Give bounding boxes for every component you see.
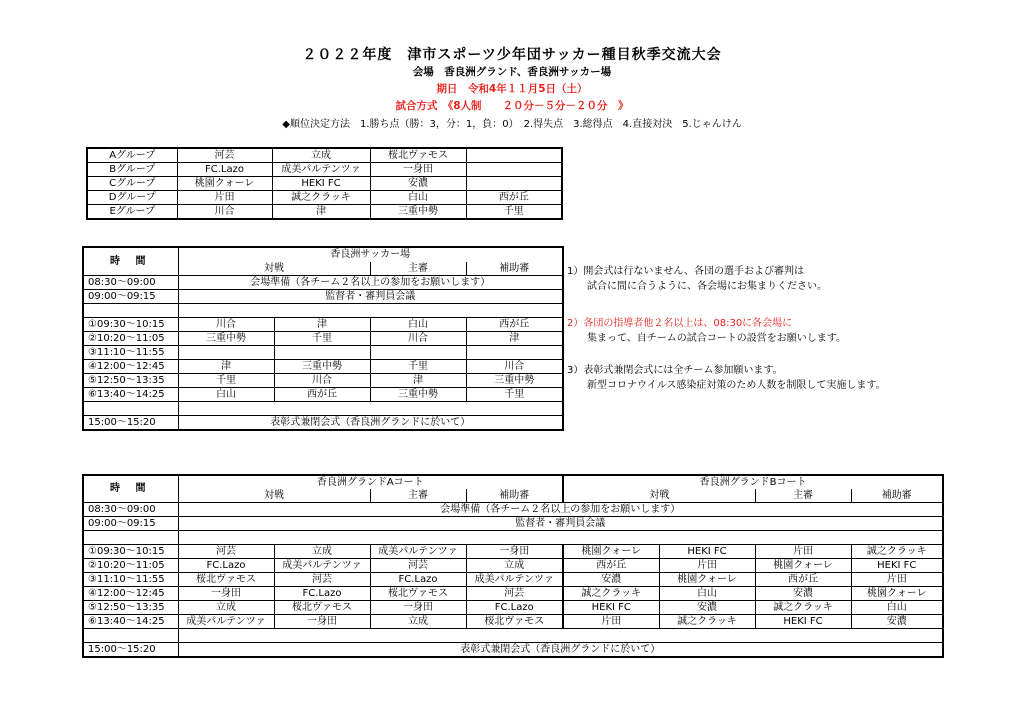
schedule-cell: 津 xyxy=(178,360,274,374)
note-2 xyxy=(567,316,846,346)
schedule-cell: HEKI FC xyxy=(851,559,943,573)
schedule-cell: 西が丘 xyxy=(274,388,370,402)
schedule-cell: 川合 xyxy=(178,318,274,332)
time-slot: ②10:20～11:05 xyxy=(83,332,178,346)
schedule-cell: 立成 xyxy=(466,559,563,573)
schedule-span xyxy=(178,531,943,545)
schedule-span xyxy=(178,629,943,643)
group-label: Aグループ xyxy=(87,148,177,163)
group-team: 片田 xyxy=(177,191,272,205)
schedule-cell: 片田 xyxy=(563,615,659,629)
schedule-row xyxy=(83,615,943,629)
time-slot: ⑤12:50～13:35 xyxy=(83,601,178,615)
group-row xyxy=(87,148,562,163)
time-slot xyxy=(83,402,178,416)
time-slot: 09:00～09:15 xyxy=(83,517,178,531)
schedule-cell: 河芸 xyxy=(466,587,563,601)
time-slot: ④12:00～12:45 xyxy=(83,360,178,374)
group-team: 西が丘 xyxy=(466,191,562,205)
schedule-cell: 桃園クォーレ xyxy=(851,587,943,601)
schedule-cell: 片田 xyxy=(755,545,851,559)
schedule-cell: 一身田 xyxy=(178,587,274,601)
group-team: 白山 xyxy=(370,191,466,205)
time-slot: ④12:00～12:45 xyxy=(83,587,178,601)
court-a-referee-header: 主審 xyxy=(370,489,466,503)
time-slot: ③11:10～11:55 xyxy=(83,573,178,587)
schedule-cell: 片田 xyxy=(851,573,943,587)
group-team: HEKI FC xyxy=(272,177,370,191)
schedule-row xyxy=(83,643,943,658)
schedule-cell: 桜北ヴァモス xyxy=(466,615,563,629)
schedule-row xyxy=(83,360,563,374)
group-team: FC.Lazo xyxy=(177,163,272,177)
note-1-line-1: 1）開会式は行ないません、各団の選手および審判は xyxy=(567,266,804,277)
assistant-header: 補助審 xyxy=(466,262,563,276)
group-team xyxy=(466,148,562,163)
time-slot: ⑤12:50～13:35 xyxy=(83,374,178,388)
time-slot: 08:30～09:00 xyxy=(83,276,178,290)
schedule-cell: FC.Lazo xyxy=(178,559,274,573)
note-3-line-2: 新型コロナウイルス感染症対策のため人数を制限して実施します。 xyxy=(587,380,886,391)
time-slot: ①09:30～10:15 xyxy=(83,545,178,559)
note-1-line-2: 試合に間に合うように、各会場にお集まりください。 xyxy=(587,281,827,292)
schedule-row xyxy=(83,290,563,304)
schedule-cell: 白山 xyxy=(178,388,274,402)
group-team: 立成 xyxy=(272,148,370,163)
schedule-cell: 安濃 xyxy=(755,587,851,601)
time-header: 時 間 xyxy=(83,247,178,276)
time-slot xyxy=(83,531,178,545)
schedule-span: 表彰式兼閉会式（香良洲グランドに於いて） xyxy=(178,643,943,658)
schedule-row xyxy=(83,402,563,416)
schedule-span xyxy=(178,402,563,416)
schedule-cell: 川合 xyxy=(370,332,466,346)
group-team xyxy=(466,163,562,177)
schedule-cell: 西が丘 xyxy=(563,559,659,573)
ranking-method: ◆順位決定方法 1.勝ち点（勝：3，分：1，負：0） 2.得失点 3.総得点 4.直接対決 5.じゃんけん xyxy=(282,119,742,130)
schedule-cell: 川合 xyxy=(274,374,370,388)
court-a-match-header: 対戦 xyxy=(178,489,370,503)
time-slot: ②10:20～11:05 xyxy=(83,559,178,573)
schedule-cell: 千里 xyxy=(178,374,274,388)
schedule-cell: 一身田 xyxy=(370,601,466,615)
schedule-row xyxy=(83,416,563,431)
group-team: 川合 xyxy=(177,205,272,220)
group-team: 河芸 xyxy=(177,148,272,163)
schedule-cell: 安濃 xyxy=(659,601,755,615)
schedule-cell: 白山 xyxy=(370,318,466,332)
group-team: 三重中勢 xyxy=(370,205,466,220)
schedule-row xyxy=(83,304,563,318)
schedule-cell: 桃園クォーレ xyxy=(563,545,659,559)
group-team: 一身田 xyxy=(370,163,466,177)
group-team: 安濃 xyxy=(370,177,466,191)
schedule-row xyxy=(83,545,943,559)
schedule-cell: 誠之クラッキ xyxy=(659,615,755,629)
note-3 xyxy=(567,363,886,393)
schedule-cell: 河芸 xyxy=(370,559,466,573)
court-b-assistant-header: 補助審 xyxy=(851,489,943,503)
schedule-cell xyxy=(274,346,370,360)
schedule-cell: 誠之クラッキ xyxy=(563,587,659,601)
schedule-span xyxy=(178,304,563,318)
schedule-cell: 川合 xyxy=(466,360,563,374)
schedule-cell: HEKI FC xyxy=(563,601,659,615)
schedule-cell: 成美パルテンツァ xyxy=(274,559,370,573)
schedule-cell: HEKI FC xyxy=(659,545,755,559)
time-slot: ⑥13:40～14:25 xyxy=(83,388,178,402)
schedule-cell: FC.Lazo xyxy=(274,587,370,601)
schedule-cell: 一身田 xyxy=(466,545,563,559)
schedule-row xyxy=(83,346,563,360)
page-title: ２０２２年度 津市スポーツ少年団サッカー種目秋季交流大会 xyxy=(302,47,722,63)
schedule-cell xyxy=(178,346,274,360)
schedule-row xyxy=(83,318,563,332)
schedule-cell xyxy=(466,346,563,360)
note-3-line-1: 3）表彰式兼閉会式には全チーム参加願います。 xyxy=(567,365,783,376)
schedule-cell: 津 xyxy=(274,318,370,332)
schedule-cell: 三重中勢 xyxy=(178,332,274,346)
schedule-cell: 三重中勢 xyxy=(274,360,370,374)
schedule-cell: 桃園クォーレ xyxy=(755,559,851,573)
court-b-match-header: 対戦 xyxy=(563,489,755,503)
schedule-row xyxy=(83,517,943,531)
group-team: 誠之クラッキ xyxy=(272,191,370,205)
time-slot: ③11:10～11:55 xyxy=(83,346,178,360)
ground-courts-schedule xyxy=(82,474,944,658)
schedule-cell: 河芸 xyxy=(274,573,370,587)
schedule-cell: 立成 xyxy=(370,615,466,629)
group-label: Eグループ xyxy=(87,205,177,220)
schedule-cell: 誠之クラッキ xyxy=(851,545,943,559)
note-2-line-2: 集まって、自チームの試合コートの設営をお願いします。 xyxy=(587,333,846,344)
group-team: 桜北ヴァモス xyxy=(370,148,466,163)
schedule-row xyxy=(83,629,943,643)
time-slot: 15:00～15:20 xyxy=(83,643,178,658)
schedule-cell: 西が丘 xyxy=(755,573,851,587)
schedule-row xyxy=(83,587,943,601)
schedule-row xyxy=(83,601,943,615)
venue-line: 会場 香良洲グランド、香良洲サッカー場 xyxy=(412,66,612,78)
schedule-row xyxy=(83,374,563,388)
schedule-cell: 桃園クォーレ xyxy=(659,573,755,587)
schedule-cell: 三重中勢 xyxy=(466,374,563,388)
schedule-cell: 津 xyxy=(370,374,466,388)
soccer-field-schedule xyxy=(82,246,564,431)
groups-table xyxy=(86,147,563,220)
schedule-cell: 千里 xyxy=(274,332,370,346)
schedule-cell: 一身田 xyxy=(274,615,370,629)
note-2-line-1: 2）各団の指導者他２名以上は、08:30に各会場に xyxy=(567,318,793,329)
schedule-cell: 立成 xyxy=(274,545,370,559)
time-slot: 09:00～09:15 xyxy=(83,290,178,304)
schedule-row xyxy=(83,531,943,545)
format-line: 試合方式 《8人制 ２０分－５分－２０分 》 xyxy=(395,100,629,112)
schedule-cell: 成美パルテンツァ xyxy=(466,573,563,587)
schedule-cell: 安濃 xyxy=(851,615,943,629)
date-line: 期日 令和4年１１月5日（土） xyxy=(436,83,588,95)
schedule-cell: 津 xyxy=(466,332,563,346)
schedule-cell: 白山 xyxy=(851,601,943,615)
group-row xyxy=(87,177,562,191)
schedule-cell: 白山 xyxy=(659,587,755,601)
schedule-row xyxy=(83,388,563,402)
court-a-assistant-header: 補助審 xyxy=(466,489,563,503)
note-1 xyxy=(567,264,827,294)
time-slot: ⑥13:40～14:25 xyxy=(83,615,178,629)
group-team: 成美パルテンツァ xyxy=(272,163,370,177)
group-label: Cグループ xyxy=(87,177,177,191)
referee-header: 主審 xyxy=(370,262,466,276)
time-slot: 08:30～09:00 xyxy=(83,503,178,517)
schedule-cell: 桜北ヴァモス xyxy=(370,587,466,601)
court-b-header: 香良洲グランドBコート xyxy=(563,475,943,489)
schedule-row xyxy=(83,276,563,290)
group-team: 千里 xyxy=(466,205,562,220)
schedule-cell: 立成 xyxy=(178,601,274,615)
schedule-cell: 桜北ヴァモス xyxy=(178,573,274,587)
schedule-cell: 西が丘 xyxy=(466,318,563,332)
schedule-cell: 河芸 xyxy=(178,545,274,559)
venue-header: 香良洲サッカー場 xyxy=(178,247,563,262)
group-team xyxy=(466,177,562,191)
time-slot: ①09:30～10:15 xyxy=(83,318,178,332)
group-label: Dグループ xyxy=(87,191,177,205)
group-label: Bグループ xyxy=(87,163,177,177)
time-header: 時 間 xyxy=(83,475,178,503)
schedule-cell: 誠之クラッキ xyxy=(755,601,851,615)
group-row xyxy=(87,163,562,177)
time-slot xyxy=(83,629,178,643)
time-slot: 15:00～15:20 xyxy=(83,416,178,431)
group-team: 津 xyxy=(272,205,370,220)
group-row xyxy=(87,191,562,205)
schedule-cell: 安濃 xyxy=(563,573,659,587)
schedule-span: 会場準備（各チーム２名以上の参加をお願いします） xyxy=(178,276,563,290)
schedule-row xyxy=(83,332,563,346)
schedule-cell: HEKI FC xyxy=(755,615,851,629)
match-header: 対戦 xyxy=(178,262,370,276)
schedule-cell: 千里 xyxy=(466,388,563,402)
time-slot xyxy=(83,304,178,318)
schedule-row xyxy=(83,503,943,517)
group-team: 桃園クォーレ xyxy=(177,177,272,191)
schedule-cell: 片田 xyxy=(659,559,755,573)
schedule-cell: 三重中勢 xyxy=(370,388,466,402)
schedule-row xyxy=(83,573,943,587)
schedule-cell: 成美パルテンツァ xyxy=(178,615,274,629)
court-a-header: 香良洲グランドAコート xyxy=(178,475,563,489)
schedule-span: 監督者・審判員会議 xyxy=(178,517,943,531)
schedule-span: 表彰式兼閉会式（香良洲グランドに於いて） xyxy=(178,416,563,431)
group-row xyxy=(87,205,562,220)
schedule-span: 会場準備（各チーム２名以上の参加をお願いします） xyxy=(178,503,943,517)
schedule-cell: 桜北ヴァモス xyxy=(274,601,370,615)
schedule-cell: FC.Lazo xyxy=(466,601,563,615)
schedule-cell: 千里 xyxy=(370,360,466,374)
schedule-span: 監督者・審判員会議 xyxy=(178,290,563,304)
schedule-cell: 成美パルテンツァ xyxy=(370,545,466,559)
schedule-cell: FC.Lazo xyxy=(370,573,466,587)
schedule-cell xyxy=(370,346,466,360)
schedule-row xyxy=(83,559,943,573)
court-b-referee-header: 主審 xyxy=(755,489,851,503)
